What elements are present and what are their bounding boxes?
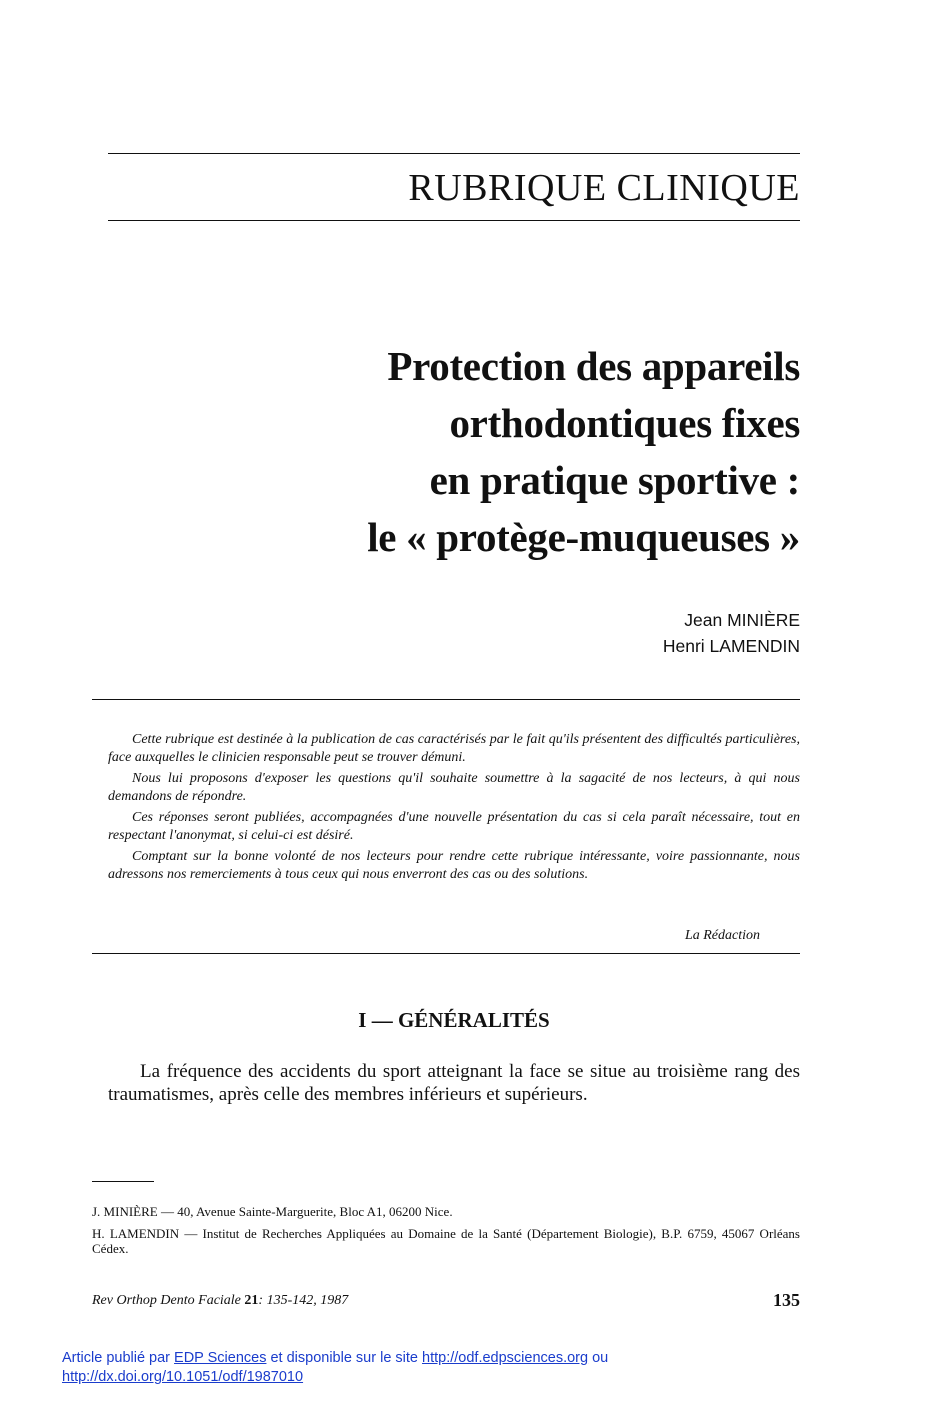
footnotes xyxy=(92,1204,800,1263)
title-line: le « protège-muqueuses » xyxy=(367,514,800,560)
edp-sciences-link[interactable]: EDP Sciences xyxy=(174,1350,267,1366)
editorial-signature: La Rédaction xyxy=(684,928,760,943)
title-line: en pratique sportive : xyxy=(429,457,800,503)
body-paragraph: La fréquence des accidents du sport atteignant la face se situe au troisième rang des traumatismes, après celle des membres inférieurs et supérieurs. xyxy=(108,1061,800,1105)
doi-link[interactable]: http://dx.doi.org/10.1051/odf/1987010 xyxy=(62,1369,304,1385)
footnote-separator xyxy=(92,1181,154,1182)
body-text xyxy=(108,1060,800,1106)
journal-pages-year: : 135-142, 1987 xyxy=(258,1293,349,1308)
publisher-banner xyxy=(62,1349,762,1387)
journal-volume: 21 xyxy=(244,1293,259,1308)
title-line: orthodontiques fixes xyxy=(449,400,800,446)
journal-name: Rev Orthop Dento Faciale xyxy=(92,1293,241,1308)
editorial-paragraph: Cette rubrique est destinée à la publication de cas caractérisés par le fait qu'ils présentent des difficultés particulières, face auxquelles le clinicien responsable peut se trouver démuni. xyxy=(108,732,800,765)
author-name: Jean MINIÈRE xyxy=(684,610,800,630)
editorial-paragraph: Nous lui proposons d'exposer les questions qu'il souhaite soumettre à la sagacité de nos lecteurs, à qui nous demandons de répondre. xyxy=(108,771,800,804)
site-link[interactable]: http://odf.edpsciences.org xyxy=(422,1350,589,1366)
editorial-bottom-rule xyxy=(92,953,800,954)
top-rule xyxy=(108,153,800,154)
title-line: Protection des appareils xyxy=(387,343,800,389)
editorial-note xyxy=(108,731,800,887)
banner-text: ou xyxy=(588,1350,609,1366)
footnote: H. LAMENDIN — Institut de Recherches Appliquées au Domaine de la Santé (Département Biologie), B.P. 6759, 45067 Orléans Cédex. xyxy=(92,1226,800,1256)
editorial-top-rule xyxy=(92,699,800,700)
rubric-title: RUBRIQUE CLINIQUE xyxy=(408,167,800,209)
journal-citation xyxy=(92,1293,348,1309)
author-name: Henri LAMENDIN xyxy=(662,636,800,656)
authors xyxy=(663,607,800,659)
article-title xyxy=(367,338,800,566)
rubric-bottom-rule xyxy=(108,220,800,221)
banner-text: et disponible sur le site xyxy=(266,1350,423,1366)
banner-text: Article publié par xyxy=(62,1350,175,1366)
page-number: 135 xyxy=(773,1290,800,1310)
footnote: J. MINIÈRE — 40, Avenue Sainte-Marguerite, Bloc A1, 06200 Nice. xyxy=(92,1204,453,1219)
section-heading: I — GÉNÉRALITÉS xyxy=(358,1008,550,1032)
editorial-paragraph: Comptant sur la bonne volonté de nos lecteurs pour rendre cette rubrique intéressante, voire passionnante, nous adressons nos remerciements à tous ceux qui nous enverront des cas ou des solutions. xyxy=(108,849,800,882)
editorial-paragraph: Ces réponses seront publiées, accompagnées d'une nouvelle présentation du cas si cela paraît nécessaire, tout en respectant l'anonymat, si celui-ci est désiré. xyxy=(108,810,800,843)
